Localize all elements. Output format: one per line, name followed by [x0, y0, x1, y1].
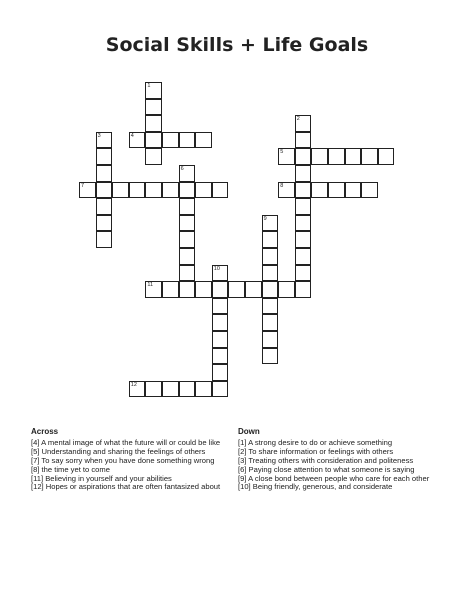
grid-cell[interactable] — [162, 381, 179, 398]
across-heading: Across — [31, 427, 59, 436]
grid-cell[interactable] — [212, 314, 229, 331]
grid-cell[interactable] — [145, 82, 162, 99]
down-heading: Down — [238, 427, 260, 436]
down-clues — [238, 428, 429, 492]
grid-cell[interactable] — [278, 281, 295, 298]
grid-cell[interactable] — [96, 215, 113, 232]
grid-cell[interactable] — [295, 115, 312, 132]
down-clue: [9] A close bond between people who care for each other — [238, 473, 430, 483]
cell-number: 6 — [180, 166, 184, 172]
grid-cell[interactable] — [162, 281, 179, 298]
grid-cell[interactable] — [96, 132, 113, 149]
grid-cell[interactable] — [195, 182, 212, 199]
grid-cell[interactable] — [228, 281, 245, 298]
grid-cell[interactable] — [145, 281, 162, 298]
grid-cell[interactable] — [179, 381, 196, 398]
grid-cell[interactable] — [295, 248, 312, 265]
grid-cell[interactable] — [295, 148, 312, 165]
grid-cell[interactable] — [212, 298, 229, 315]
grid-cell[interactable] — [179, 198, 196, 215]
grid-cell[interactable] — [112, 182, 129, 199]
cell-number: 10 — [213, 265, 220, 272]
cell-number: 11 — [147, 282, 154, 289]
across-clue: [11] Believing in yourself and your abilities — [31, 473, 172, 483]
grid-cell[interactable] — [345, 182, 362, 199]
cell-number: 12 — [130, 381, 137, 388]
grid-cell[interactable] — [212, 348, 229, 365]
grid-cell[interactable] — [179, 248, 196, 265]
grid-cell[interactable] — [328, 148, 345, 165]
grid-cell[interactable] — [179, 231, 196, 248]
across-clue: [12] Hopes or aspirations that are often fantasized about — [31, 482, 221, 492]
grid-cell[interactable] — [262, 248, 279, 265]
cell-number: 5 — [280, 149, 284, 156]
grid-cell[interactable] — [262, 231, 279, 248]
grid-cell[interactable] — [96, 198, 113, 215]
grid-cell[interactable] — [129, 381, 146, 398]
down-clue: [3] Treating others with consideration and politeness — [238, 455, 414, 465]
grid-cell[interactable] — [179, 182, 196, 199]
across-clue: [8] the time yet to come — [31, 464, 110, 474]
grid-cell[interactable] — [179, 265, 196, 282]
grid-cell[interactable] — [328, 182, 345, 199]
grid-cell[interactable] — [262, 215, 279, 232]
across-clue: [4] A mental image of what the future will or could be like — [31, 437, 221, 447]
grid-cell[interactable] — [212, 182, 229, 199]
grid-cell[interactable] — [378, 148, 395, 165]
grid-cell[interactable] — [262, 331, 279, 348]
grid-cell[interactable] — [129, 182, 146, 199]
grid-cell[interactable] — [295, 198, 312, 215]
grid-cell[interactable] — [145, 115, 162, 132]
grid-cell[interactable] — [96, 182, 113, 199]
down-clue: [6] Paying close attention to what someone is saying — [238, 464, 415, 474]
grid-cell[interactable] — [145, 132, 162, 149]
grid-cell[interactable] — [311, 182, 328, 199]
grid-cell[interactable] — [195, 281, 212, 298]
grid-cell[interactable] — [179, 132, 196, 149]
grid-cell[interactable] — [361, 148, 378, 165]
grid-cell[interactable] — [262, 281, 279, 298]
grid-cell[interactable] — [96, 231, 113, 248]
grid-cell[interactable] — [262, 298, 279, 315]
grid-cell[interactable] — [96, 165, 113, 182]
grid-cell[interactable] — [179, 281, 196, 298]
cell-number: 4 — [130, 132, 134, 139]
grid-cell[interactable] — [295, 165, 312, 182]
grid-cell[interactable] — [145, 99, 162, 116]
down-clue: [1] A strong desire to do or achieve something — [238, 437, 393, 447]
grid-cell[interactable] — [311, 148, 328, 165]
grid-cell[interactable] — [179, 215, 196, 232]
grid-cell[interactable] — [145, 381, 162, 398]
grid-cell[interactable] — [278, 182, 295, 199]
grid-cell[interactable] — [195, 132, 212, 149]
grid-cell[interactable] — [262, 348, 279, 365]
grid-cell[interactable] — [295, 132, 312, 149]
grid-cell[interactable] — [295, 265, 312, 282]
grid-cell[interactable] — [295, 182, 312, 199]
across-clue: [7] To say sorry when you have done something wrong — [31, 455, 215, 465]
cell-number: 3 — [97, 132, 101, 139]
across-clue: [5] Understanding and sharing the feelings of others — [31, 446, 206, 456]
cell-number: 9 — [263, 215, 267, 222]
grid-cell[interactable] — [212, 281, 229, 298]
grid-cell[interactable] — [295, 281, 312, 298]
grid-cell[interactable] — [295, 231, 312, 248]
page-title: Social Skills + Life Goals — [105, 34, 369, 56]
grid-cell[interactable] — [145, 182, 162, 199]
grid-cell[interactable] — [212, 265, 229, 282]
grid-cell[interactable] — [145, 148, 162, 165]
cell-number: 2 — [296, 116, 300, 123]
cell-number: 1 — [147, 83, 151, 89]
cell-number: 8 — [280, 182, 284, 189]
grid-cell[interactable] — [262, 314, 279, 331]
grid-cell[interactable] — [212, 364, 229, 381]
grid-cell[interactable] — [345, 148, 362, 165]
grid-cell[interactable] — [79, 182, 96, 199]
grid-cell[interactable] — [212, 381, 229, 398]
grid-cell[interactable] — [179, 165, 196, 182]
grid-cell[interactable] — [361, 182, 378, 199]
grid-cell[interactable] — [195, 381, 212, 398]
across-clues — [31, 428, 220, 492]
grid-cell[interactable] — [262, 265, 279, 282]
down-clue: [10] Being friendly, generous, and considerate — [238, 482, 393, 492]
down-clue: [2] To share information or feelings with others — [238, 446, 394, 456]
grid-cell[interactable] — [96, 148, 113, 165]
grid-cell[interactable] — [162, 132, 179, 149]
grid-cell[interactable] — [162, 182, 179, 199]
grid-cell[interactable] — [212, 331, 229, 348]
grid-cell[interactable] — [129, 132, 146, 149]
grid-cell[interactable] — [278, 148, 295, 165]
grid-cell[interactable] — [245, 281, 262, 298]
grid-cell[interactable] — [295, 215, 312, 232]
cell-number: 7 — [81, 182, 85, 189]
